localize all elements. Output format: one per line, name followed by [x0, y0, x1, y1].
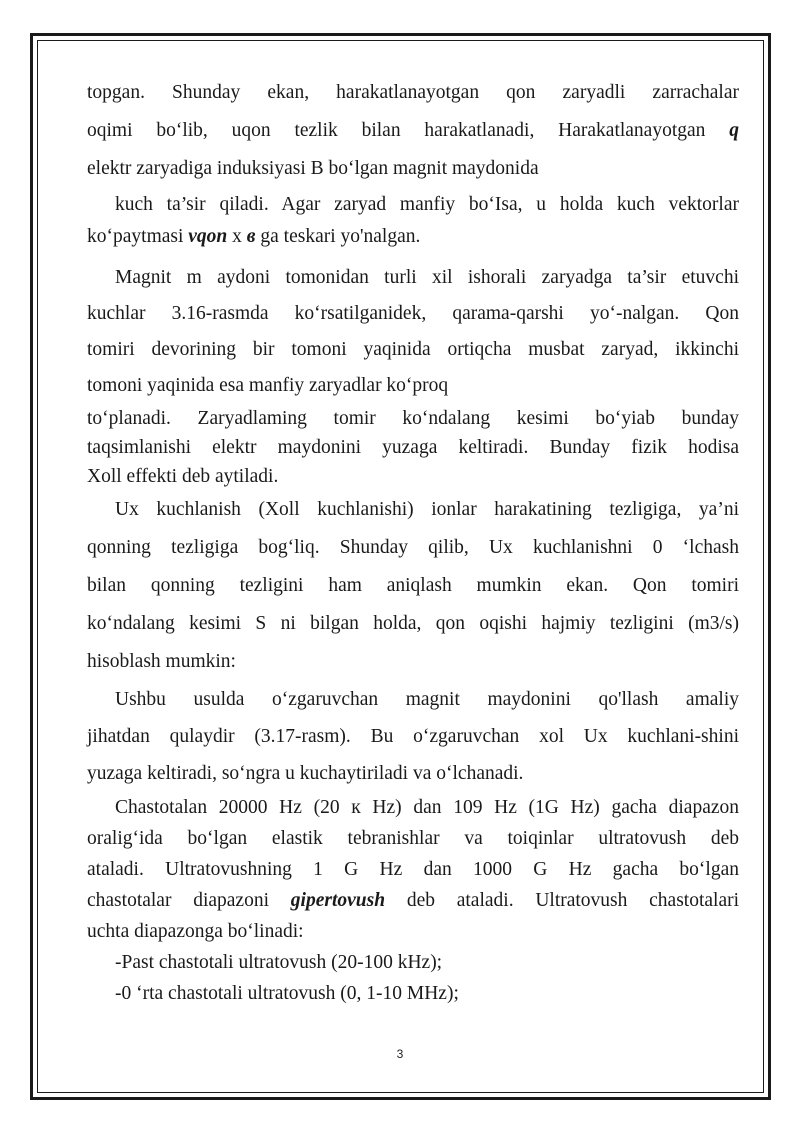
text-line: Ushbu usulda o‘zgaruvchan magnit maydonini qo'llash amaliy	[115, 689, 739, 710]
emphasis-term: в	[246, 226, 256, 247]
page-body	[87, 74, 739, 1009]
text-line: Magnit m aydoni tomonidan turli xil ishorali zaryadga ta’sir etuvchi	[115, 267, 739, 288]
text-line: bilan qonning tezligini ham aniqlash mumkin ekan. Qon tomiri	[87, 575, 739, 596]
list-item: -Past chastotali ultratovush (20-100 kHz);	[115, 952, 443, 973]
page-number: 3	[396, 1047, 404, 1061]
list-item: -0 ‘rta chastotali ultratovush (0, 1-10 MHz);	[115, 983, 459, 1004]
text-line	[87, 222, 739, 260]
text-line: ko‘ndalang kesimi S ni bilgan holda, qon oqishi hajmiy tezligini (m3/s)	[87, 613, 739, 634]
text-line: taqsimlanishi elektr maydonini yuzaga keltiradi. Bunday fizik hodisa	[87, 437, 739, 458]
text-line: Xoll effekti deb aytiladi.	[87, 466, 279, 487]
text-line: kuchlar 3.16-rasmda ko‘rsatilganidek, qarama-qarshi yo‘-nalgan. Qon	[87, 303, 739, 324]
text-run: chastotalar diapazoni	[87, 890, 270, 911]
text-line: kuch ta’sir qiladi. Agar zaryad manfiy bo‘Isa, u holda kuch vektorlar	[115, 194, 739, 215]
text-line: hisoblash mumkin:	[87, 651, 236, 672]
text-line: jihatdan qulaydir (3.17-rasm). Bu o‘zgaruvchan xol Ux kuchlani-shini	[87, 726, 739, 747]
text-line: tomiri devorining bir tomoni yaqinida ortiqcha musbat zaryad, ikkinchi	[87, 339, 739, 360]
text-run: ga teskari yo'nalgan.	[260, 226, 421, 247]
text-line: yuzaga keltiradi, so‘ngra u kuchaytiriladi va o‘lchanadi.	[87, 763, 524, 784]
emphasis-term: vqon	[188, 226, 228, 247]
text-line	[87, 885, 739, 916]
text-line: oralig‘ida bo‘lgan elastik tebranishlar va toiqinlar ultratovush deb	[87, 828, 739, 849]
text-run: ko‘paytmasi	[87, 226, 184, 247]
text-line: ataladi. Ultratovushning 1 G Hz dan 1000 G Hz gacha bo‘lgan	[87, 859, 739, 880]
text-line: qonning tezligiga bog‘liq. Shunday qilib, Ux kuchlanishni 0 ‘lchash	[87, 537, 739, 558]
text-line: Chastotalan 20000 Hz (20 к Hz) dan 109 Hz (1G Hz) gacha diapazon	[115, 797, 739, 818]
text-line: tomoni yaqinida esa manfiy zaryadlar ko‘proq	[87, 375, 449, 396]
text-run: deb ataladi. Ultratovush chastotalari	[406, 890, 740, 911]
emphasis-term: q	[729, 120, 740, 141]
text-run: oqimi bo‘lib, uqon tezlik bilan harakatlanadi, Harakatlanayotgan	[87, 120, 706, 141]
emphasis-term: gipertovush	[290, 890, 386, 911]
text-line	[87, 112, 739, 150]
text-line: elektr zaryadiga induksiyasi B bo‘lgan magnit maydonida	[87, 158, 539, 179]
text-line: topgan. Shunday ekan, harakatlanayotgan qon zaryadli zarrachalar	[87, 82, 739, 103]
text-line: Ux kuchlanish (Xoll kuchlanishi) ionlar harakatining tezligiga, ya’ni	[115, 499, 739, 520]
text-run: x	[232, 226, 242, 247]
text-line: to‘planadi. Zaryadlaming tomir ko‘ndalang kesimi bo‘yiab bunday	[87, 408, 739, 429]
text-line: uchta diapazonga bo‘linadi:	[87, 921, 304, 942]
